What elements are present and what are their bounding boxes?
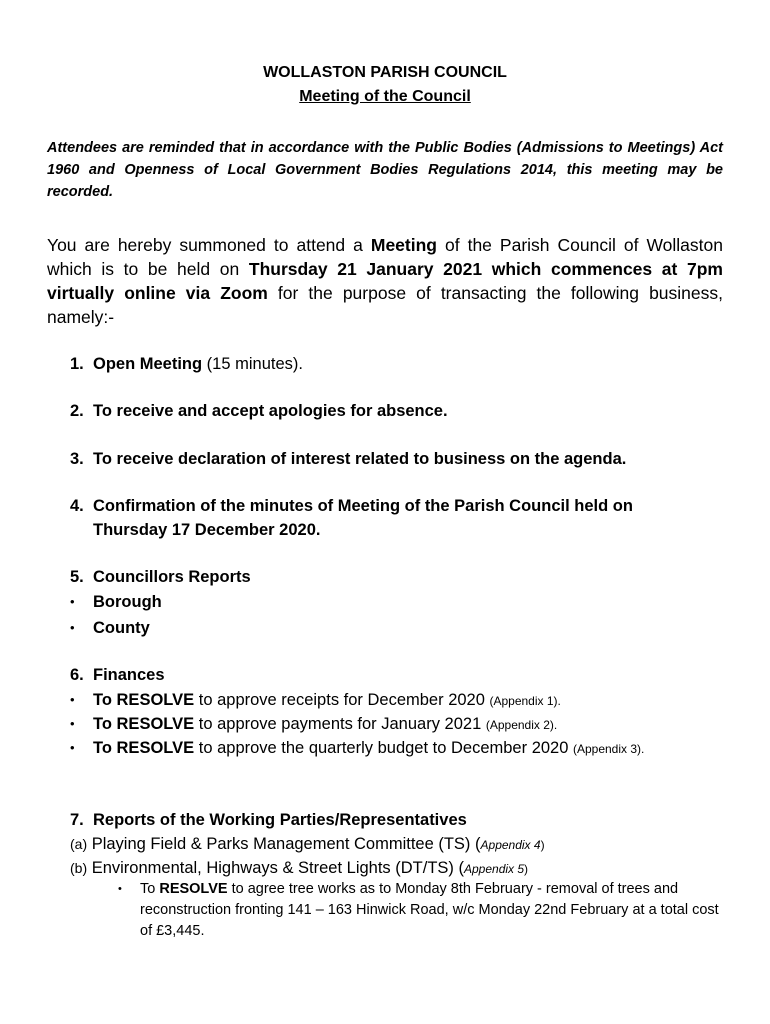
bullet-county: County [93,619,150,637]
meeting-title: Meeting of the Council [299,88,471,105]
resolve-text: to approve payments for January 2021 [194,715,486,733]
item-number: 5. [70,568,84,586]
item-4-title: Confirmation of the minutes of Meeting of the Parish Council held on Thursday 17 December 2020. [93,497,633,539]
item-number: 4. [70,497,84,515]
summons-meeting: Meeting [370,235,437,255]
punctuation: ) [524,862,529,876]
appendix-ref: (Appendix 1 [489,694,554,708]
bullet-icon: • [70,692,75,707]
punctuation: ) [540,838,545,852]
item-number: 7. [70,811,84,829]
resolve-label: To RESOLVE [93,739,195,757]
bullet-icon: • [118,883,122,895]
item-1-title: Open Meeting [93,355,203,373]
resolve-text: to approve the quarterly budget to December 2020 [194,739,573,757]
sub-item-a [70,832,730,857]
resolve-prefix: To [140,881,160,897]
resolve-label: RESOLVE [159,881,228,897]
sub-item-label: (a) [70,836,88,852]
bullet-borough: Borough [93,593,162,611]
bullet-icon: • [70,620,75,635]
punctuation: ). [549,718,558,732]
council-name: WOLLASTON PARISH COUNCIL [263,64,507,81]
sub-item-b [70,856,730,881]
appendix-ref: (Appendix 3 [572,742,638,756]
item-1-duration: (15 minutes). [202,355,303,373]
item-7-title: Reports of the Working Parties/Representatives [93,811,467,829]
summons-paragraph [47,233,723,329]
punctuation: ). [637,742,645,756]
summons-text-3: for the purpose of transacting the following business, namely:- [47,283,724,327]
resolve-label: To RESOLVE [93,691,195,709]
resolve-text: to agree tree works as to Monday 8th February - removal of trees and reconstruction fronting 141 – 163 Hinwick Road, w/c Monday 22nd February at a total cost of £3,445. [140,881,719,939]
punctuation: ). [553,694,561,708]
item-3-title: To receive declaration of interest related to business on the agenda. [93,450,627,468]
summons-date: Thursday 21 January 2021 which commences at 7pm virtually online via Zoom [47,259,723,303]
item-5-title: Councillors Reports [93,568,251,586]
item-number: 3. [70,450,84,468]
sub-item-label: (b) [70,860,88,876]
sub-item-text: Playing Field & Parks Management Committee (TS) ( [87,835,481,853]
appendix-ref: (Appendix 2 [485,718,550,732]
sub-item-text: Environmental, Highways & Street Lights (DT/TS) ( [87,859,464,877]
item-number: 2. [70,402,84,420]
bullet-icon: • [70,740,75,755]
resolve-label: To RESOLVE [93,715,195,733]
item-number: 1. [70,355,84,373]
bullet-icon: • [70,594,75,609]
appendix-ref: Appendix 4 [480,838,541,852]
summons-text-2: of the Parish Council of Wollaston which is to be held on [47,235,723,279]
resolve-text: to approve receipts for December 2020 [194,691,490,709]
recording-notice: Attendees are reminded that in accordance with the Public Bodies (Admissions to Meetings) Act 1960 and Openness of Local Government Bodies Regulations 2014, this meeting may be recorded. [47,140,723,200]
item-6-title: Finances [93,666,165,684]
bullet-icon: • [70,716,75,731]
item-number: 6. [70,666,84,684]
appendix-ref: Appendix 5 [464,862,525,876]
summons-text-1: You are hereby summoned to attend a [47,235,371,255]
item-2-title: To receive and accept apologies for absence. [93,402,448,420]
